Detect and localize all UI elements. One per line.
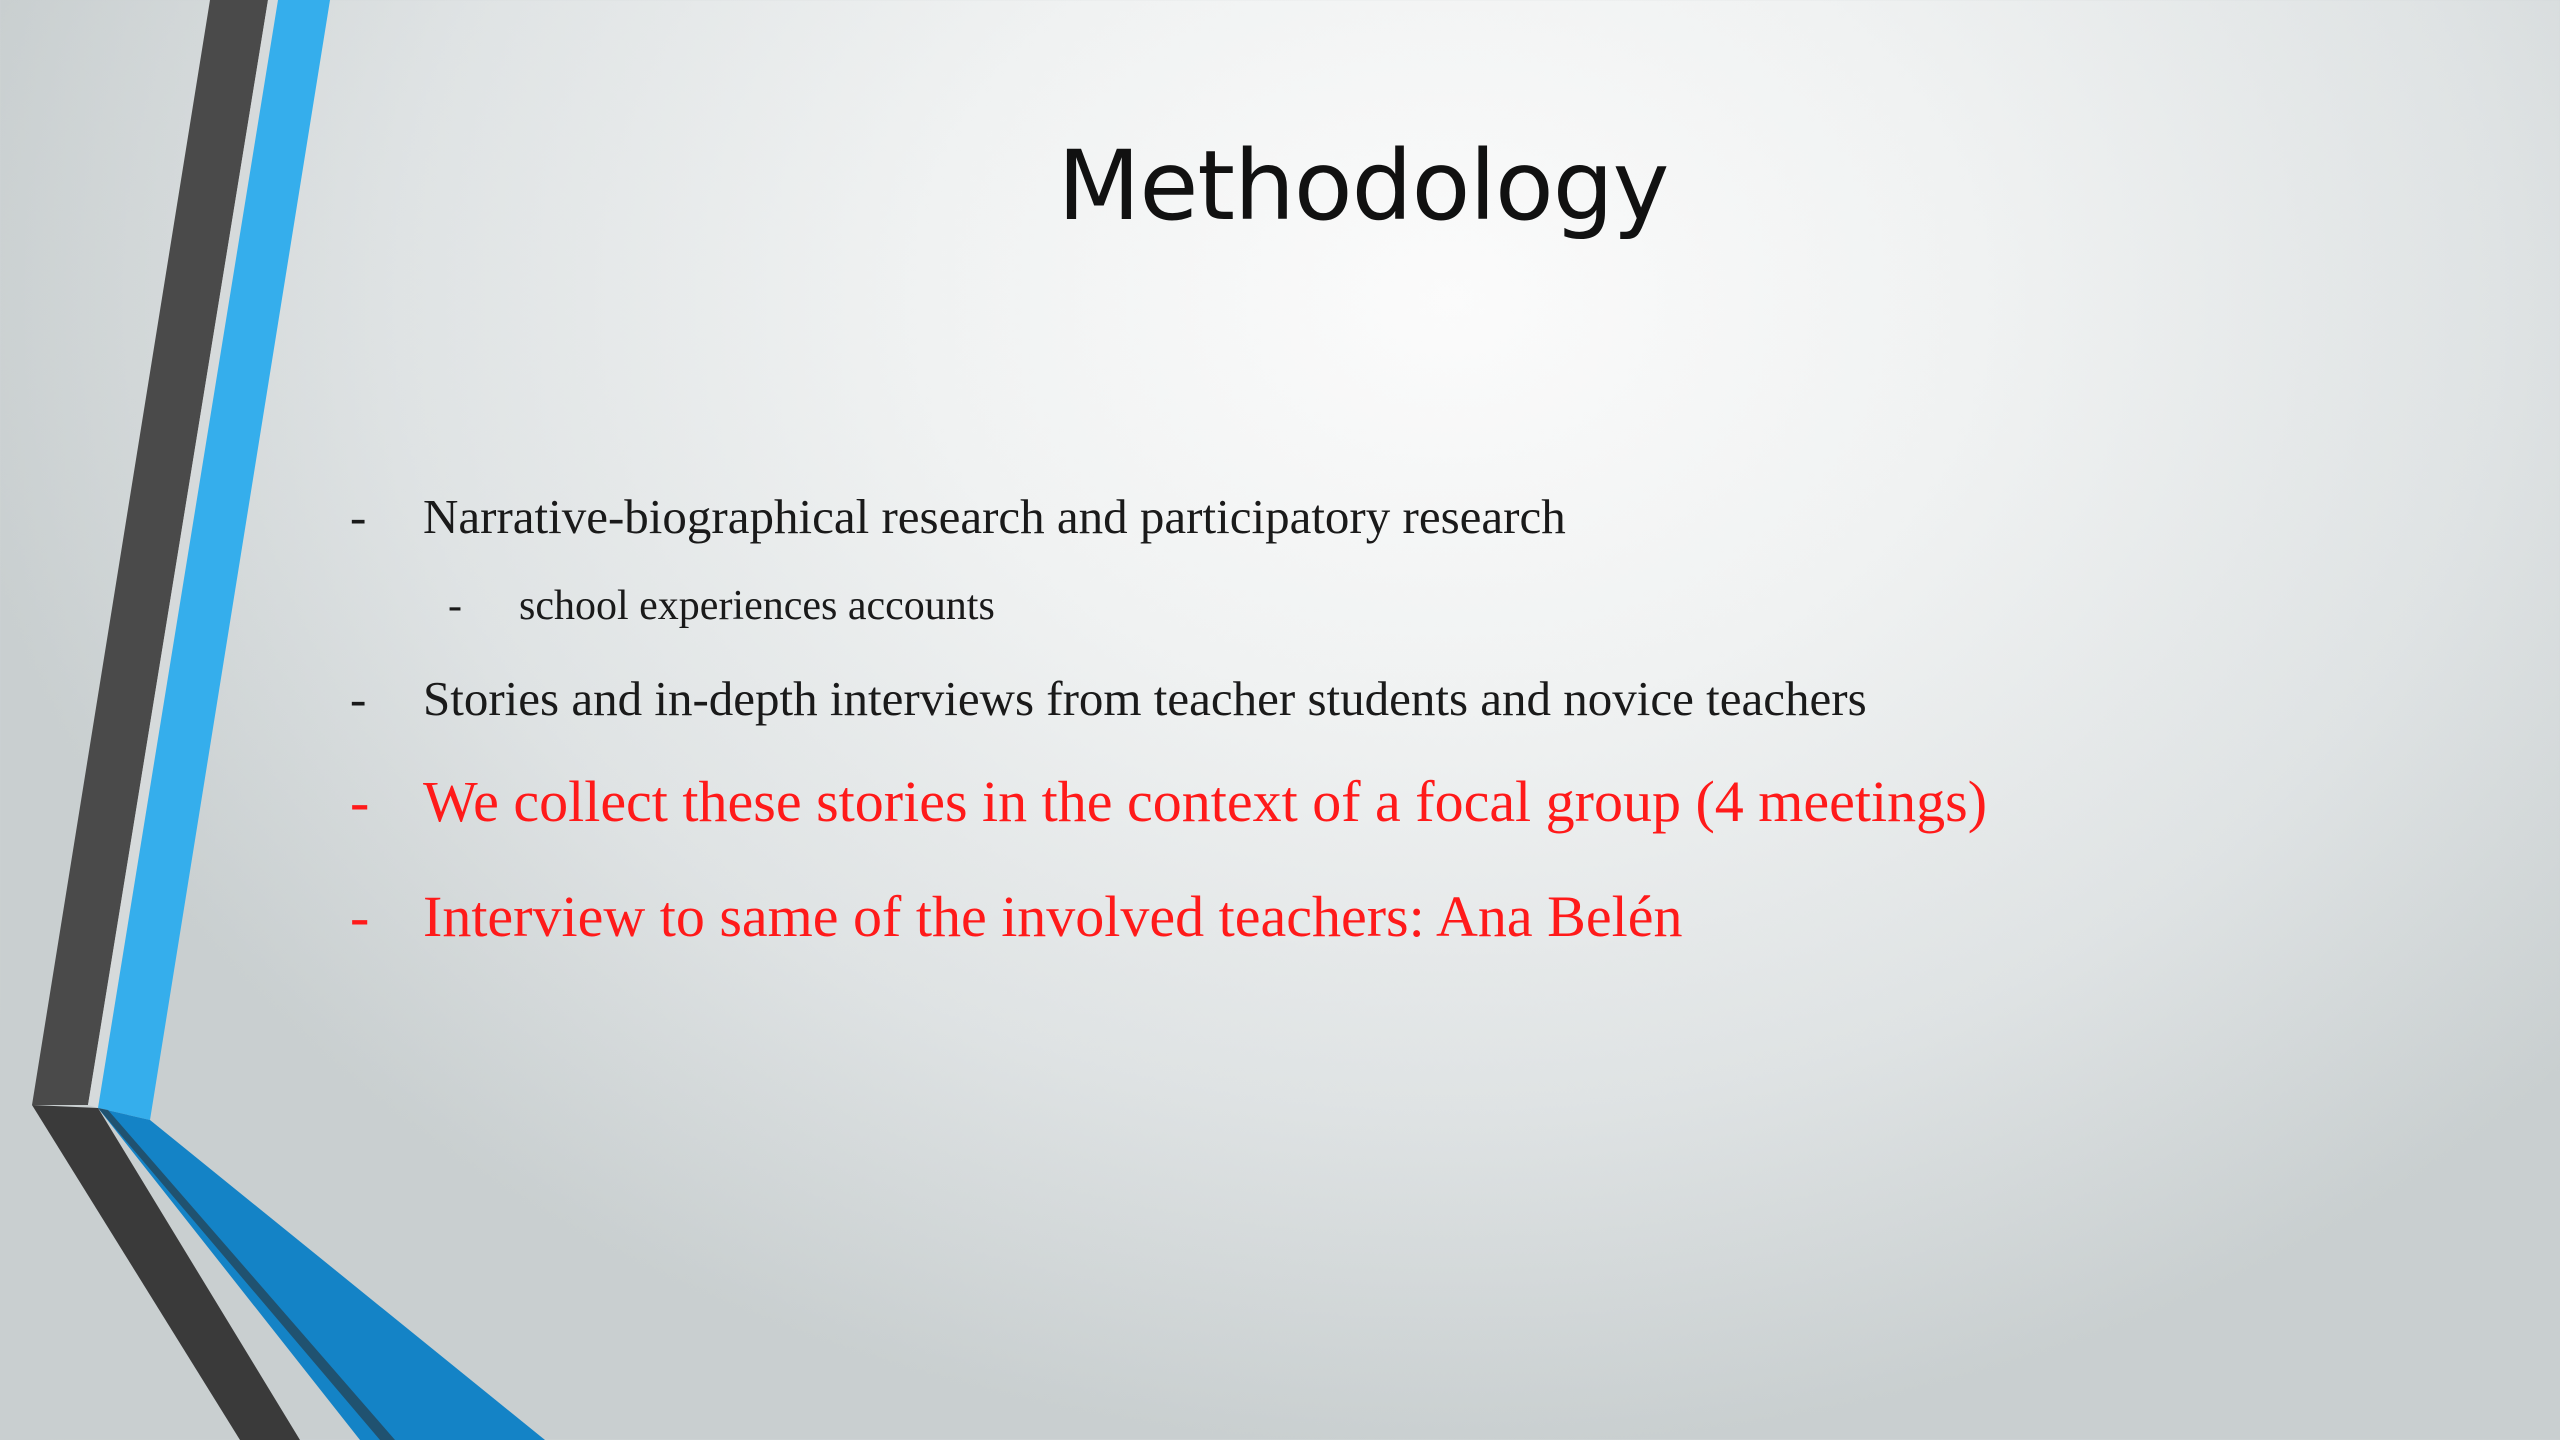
bullet-text: We collect these stories in the context of a focal group (4 meetings) — [423, 769, 1988, 834]
bullet-text: Stories and in-depth interviews from teacher students and novice teachers — [423, 671, 1867, 726]
bullet-text: Interview to same of the involved teachers: Ana Belén — [423, 884, 1683, 949]
bullet-marker: - — [350, 884, 370, 949]
bullet-marker: - — [350, 769, 370, 834]
bullet-text: Narrative-biographical research and participatory research — [423, 489, 1566, 544]
bullet-marker: - — [350, 489, 367, 544]
bullet-marker: - — [448, 583, 462, 629]
slide-title: Methodology — [1057, 130, 1669, 242]
bullet-marker: - — [350, 671, 367, 726]
bullet-text: school experiences accounts — [519, 583, 995, 629]
